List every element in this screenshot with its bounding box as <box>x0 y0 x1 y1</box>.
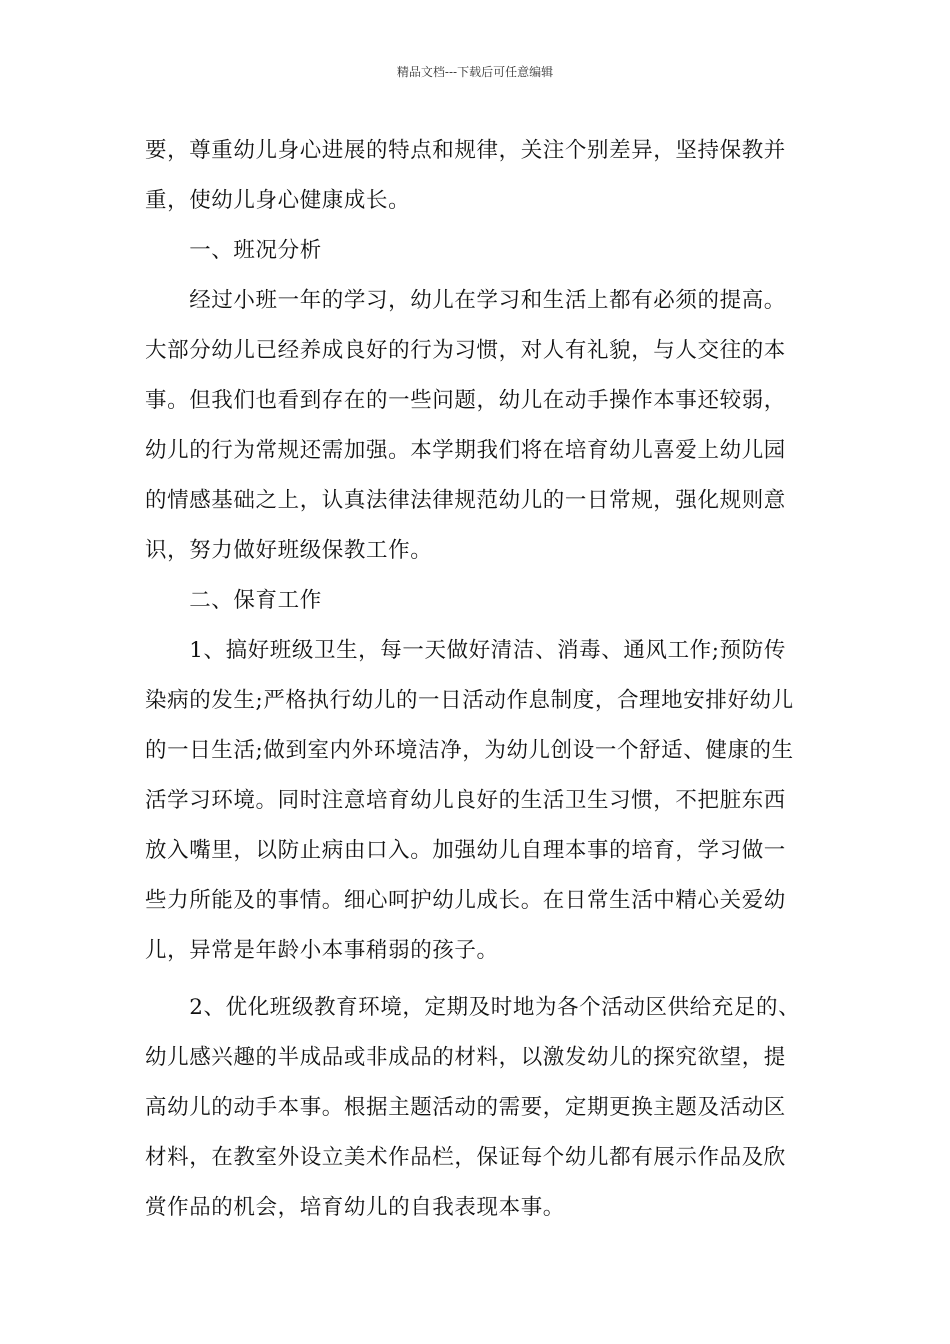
text-line: 大部分幼儿已经养成良好的行为习惯，对人有礼貌，与人交往的本 <box>145 338 786 363</box>
text-line: 经过小班一年的学习，幼儿在学习和生活上都有必须的提高。 <box>145 288 786 313</box>
text-line: 的情感基础之上，认真法律法律规范幼儿的一日常规，强化规则意 <box>145 488 786 513</box>
text-line: 儿，异常是年龄小本事稍弱的孩子。 <box>145 938 499 963</box>
text-line: 幼儿感兴趣的半成品或非成品的材料，以激发幼儿的探究欲望，提 <box>145 1045 786 1070</box>
text-line: 高幼儿的动手本事。根据主题活动的需要，定期更换主题及活动区 <box>145 1095 786 1120</box>
text-line: 材料，在教室外设立美术作品栏，保证每个幼儿都有展示作品及欣 <box>145 1145 786 1170</box>
text-line: 些力所能及的事情。细心呵护幼儿成长。在日常生活中精心关爱幼 <box>145 888 786 913</box>
text-line: 幼儿的行为常规还需加强。本学期我们将在培育幼儿喜爱上幼儿园 <box>145 438 786 463</box>
document-body <box>145 126 809 1233</box>
text-line: 活学习环境。同时注意培育幼儿良好的生活卫生习惯，不把脏东西 <box>145 788 786 813</box>
text-line: 事。但我们也看到存在的一些问题，幼儿在动手操作本事还较弱， <box>145 388 786 413</box>
section-heading: 二、保育工作 <box>145 588 322 613</box>
section-heading: 一、班况分析 <box>145 238 322 263</box>
text-line: 染病的发生;严格执行幼儿的一日活动作息制度，合理地安排好幼儿 <box>145 688 794 713</box>
text-line: 要，尊重幼儿身心进展的特点和规律，关注个别差异，坚持保教并 <box>145 138 786 163</box>
text-line: 重，使幼儿身心健康成长。 <box>145 188 411 213</box>
text-line: 2、优化班级教育环境，定期及时地为各个活动区供给充足的、 <box>145 995 801 1020</box>
text-line: 的一日生活;做到室内外环境洁净，为幼儿创设一个舒适、健康的生 <box>145 738 794 763</box>
text-line: 赏作品的机会，培育幼儿的自我表现本事。 <box>145 1195 565 1220</box>
text-line: 识，努力做好班级保教工作。 <box>145 538 433 563</box>
text-line: 放入嘴里，以防止病由口入。加强幼儿自理本事的培育，学习做一 <box>145 838 786 863</box>
page-header: 精品文档---下载后可任意编辑 <box>396 65 554 79</box>
text-line: 1、搞好班级卫生，每一天做好清洁、消毒、通风工作;预防传 <box>145 638 786 663</box>
